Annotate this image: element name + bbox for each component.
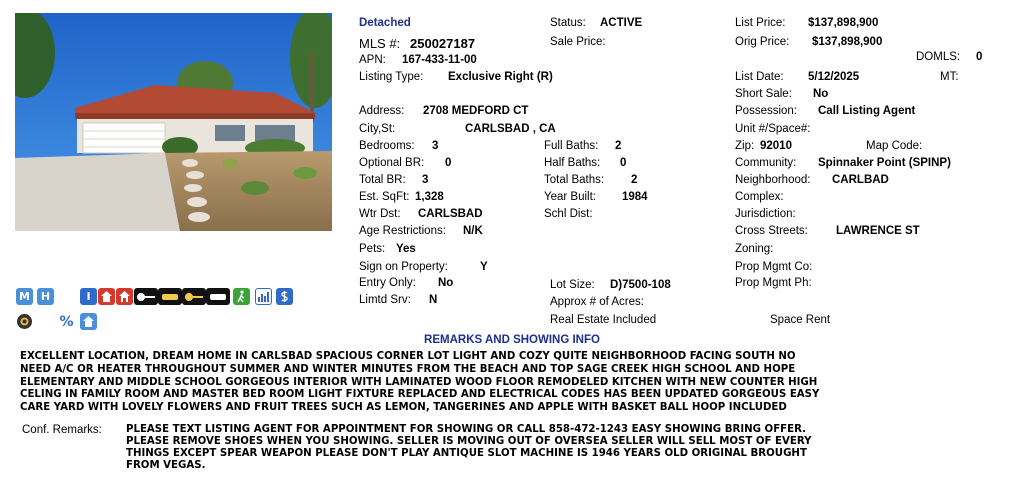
zoning-label: Zoning:	[735, 243, 774, 255]
prop-mgmt-co-label: Prop Mgmt Co:	[735, 261, 813, 273]
pets-value: Yes	[396, 243, 416, 255]
school-district-label: Schl Dist:	[544, 208, 593, 220]
domls-value: 0	[976, 51, 983, 63]
lockbox-alt-icon[interactable]	[206, 288, 230, 305]
neighborhood-label: Neighborhood:	[735, 174, 811, 186]
mls-value: 250027187	[410, 36, 476, 51]
total-br-value: 3	[422, 174, 429, 186]
remarks-heading: REMARKS AND SHOWING INFO	[424, 334, 600, 346]
age-restrictions-value: N/K	[463, 225, 483, 237]
zip-value: 92010	[760, 140, 792, 152]
city-label: City,St:	[359, 123, 396, 135]
key-alt-icon[interactable]	[182, 288, 206, 305]
half-baths-value: 0	[620, 157, 627, 169]
list-price-value: $137,898,900	[808, 17, 879, 29]
possession-value: Call Listing Agent	[818, 105, 916, 117]
camera-icon[interactable]	[16, 313, 33, 330]
address-label: Address:	[359, 105, 405, 117]
lot-size-value: D)7500-108	[610, 279, 671, 291]
prop-mgmt-ph-label: Prop Mgmt Ph:	[735, 277, 812, 289]
apn-label: APN:	[359, 54, 386, 66]
key-icon[interactable]	[134, 288, 158, 305]
entry-only-value: No	[438, 277, 454, 289]
space-rent-label: Space Rent	[770, 314, 831, 326]
house-alt-icon[interactable]	[116, 288, 133, 305]
home-info-icon[interactable]	[80, 313, 97, 330]
property-type: Detached	[359, 17, 411, 29]
short-sale-value: No	[813, 88, 829, 100]
house-icon[interactable]	[98, 288, 115, 305]
jurisdiction-label: Jurisdiction:	[735, 208, 796, 220]
listing-type-label: Listing Type:	[359, 71, 424, 83]
neighborhood-value: CARLBAD	[832, 174, 889, 186]
short-sale-label: Short Sale:	[735, 88, 792, 100]
zip-label: Zip:	[735, 140, 755, 152]
half-baths-label: Half Baths:	[544, 157, 601, 169]
remarks-text: EXCELLENT LOCATION, DREAM HOME IN CARLSBAD SPACIOUS CORNER LOT LIGHT AND COZY QUITE NEIGHBORHOOD FACING SOUTH NO NEED A/C OR HEATER THROUGHOUT SUMMER AND WINTER MINUTES FROM THE BEACH AND TOP SAGE CREEK HIGH SCHOOL AND HOPE ELEMENTARY AND MIDDLE SCHOOL GORGEOUS INTERIOR WITH LAMINATED WOOD FLOOR REMODELED KITCHEN WITH NEW COUNTER HIGH CELING IN FAMILY ROOM AND MASTER BED ROOM LIGHT FIXTURE REPLACED AND ELECTRICAL CODES HAS BEEN UPDATED GORGEOUS EASY CARE YARD WITH LOVELY FLOWERS AND FRUIT TREES SUCH AS LEMON, TANGERINES AND APPLE WITH BASKET BALL HOOP INCLUDED	[20, 351, 820, 414]
property-photo[interactable]	[15, 13, 332, 231]
total-br-label: Total BR:	[359, 174, 406, 186]
year-built-value: 1984	[622, 191, 648, 203]
possession-label: Possession:	[735, 105, 798, 117]
cross-streets-value: LAWRENCE ST	[836, 225, 920, 237]
total-baths-label: Total Baths:	[544, 174, 605, 186]
sign-value: Y	[480, 261, 488, 273]
list-price-label: List Price:	[735, 17, 786, 29]
community-value: Spinnaker Point (SPINP)	[818, 157, 951, 169]
status-value: ACTIVE	[600, 17, 643, 29]
year-built-label: Year Built:	[544, 191, 596, 203]
mt-label: MT:	[940, 71, 959, 83]
bedrooms-value: 3	[432, 140, 439, 152]
dollar-icon[interactable]	[276, 288, 293, 305]
optional-br-value: 0	[445, 157, 452, 169]
sqft-value: 1,328	[415, 191, 444, 203]
sqft-label: Est. SqFt:	[359, 191, 410, 203]
confidential-remarks-text: PLEASE TEXT LISTING AGENT FOR APPOINTMENT FOR SHOWING OR CALL 858-472-1243 EASY SHOWING BRING OFFER. PLEASE REMOVE SHOES WHEN YOU SHOWING. SELLER IS MOVING OUT OF OVERSEA SELLER WILL SELL MOST OF EVERY THINGS EXCEPT SPEAR WEAPON PLEASE DON'T PLAY ANTIQUE SLOT MACHINE IS 1946 YEARS OLD ORIGINAL BROUGHT FROM VEGAS.	[126, 424, 812, 471]
list-date-value: 5/12/2025	[808, 71, 860, 83]
m-icon[interactable]: M	[16, 288, 33, 305]
cross-streets-label: Cross Streets:	[735, 225, 808, 237]
bar-chart-icon[interactable]	[255, 288, 272, 305]
confidential-remarks-label: Conf. Remarks:	[22, 424, 102, 436]
real-estate-included-label: Real Estate Included	[550, 314, 657, 326]
lot-size-label: Lot Size:	[550, 279, 595, 291]
bedrooms-label: Bedrooms:	[359, 140, 415, 152]
apn-value: 167-433-11-00	[402, 54, 477, 66]
walking-person-icon[interactable]	[233, 288, 250, 305]
total-baths-value: 2	[631, 174, 638, 186]
listing-type-value: Exclusive Right (R)	[448, 71, 553, 83]
lockbox-icon[interactable]	[158, 288, 182, 305]
unit-space-label: Unit #/Space#:	[735, 123, 811, 135]
city-value: CARLSBAD , CA	[465, 123, 556, 135]
age-restrictions-label: Age Restrictions:	[359, 225, 446, 237]
acres-label: Approx # of Acres:	[550, 296, 644, 308]
entry-only-label: Entry Only:	[359, 277, 416, 289]
list-date-label: List Date:	[735, 71, 784, 83]
sale-price-label: Sale Price:	[550, 36, 606, 48]
house-photo-image	[15, 13, 332, 231]
mls-label: MLS #:	[359, 36, 401, 51]
community-label: Community:	[735, 157, 797, 169]
address-value: 2708 MEDFORD CT	[423, 105, 529, 117]
orig-price-value: $137,898,900	[812, 36, 883, 48]
optional-br-label: Optional BR:	[359, 157, 425, 169]
status-label: Status:	[550, 17, 586, 29]
sign-label: Sign on Property:	[359, 261, 448, 273]
orig-price-label: Orig Price:	[735, 36, 790, 48]
water-district-label: Wtr Dst:	[359, 208, 401, 220]
water-district-value: CARLSBAD	[418, 208, 483, 220]
pets-label: Pets:	[359, 243, 386, 255]
map-code-label: Map Code:	[866, 140, 923, 152]
full-baths-value: 2	[615, 140, 622, 152]
h-icon[interactable]: H	[37, 288, 54, 305]
i-icon[interactable]: I	[80, 288, 97, 305]
full-baths-label: Full Baths:	[544, 140, 599, 152]
percent-icon[interactable]: %	[59, 313, 74, 330]
limited-service-label: Limtd Srv:	[359, 294, 411, 306]
domls-label: DOMLS:	[916, 51, 961, 63]
limited-service-value: N	[429, 294, 438, 306]
complex-label: Complex:	[735, 191, 784, 203]
